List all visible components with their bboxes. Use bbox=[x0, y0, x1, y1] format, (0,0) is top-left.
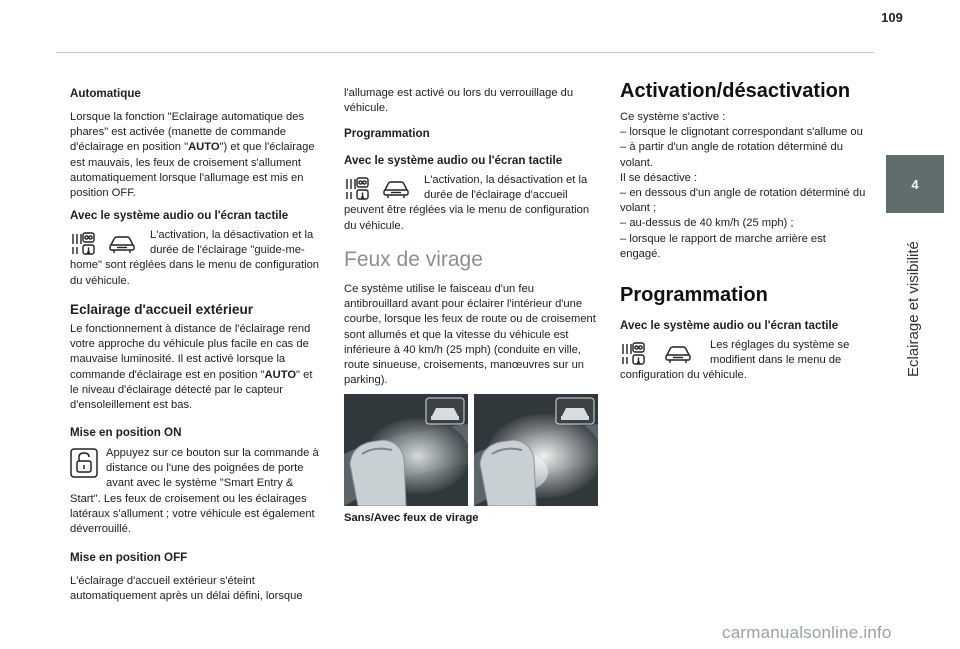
icon-group-2 bbox=[344, 175, 416, 201]
paragraph-automatique-start: Lorsque la fonction "Eclairage automatique des phares" est activée (manette de commande d'éclairage en position " bbox=[70, 111, 305, 154]
heading-activation: Activation/désactivation bbox=[620, 80, 851, 102]
accueil-settings-block bbox=[344, 173, 596, 234]
paragraph-accueil-start: Le fonctionnement à distance de l'éclairage rend votre approche du véhicule plus facile en cas de mauvaise luminosité. Il est activé lorsque la commande d'éclairage est en position " bbox=[70, 323, 311, 381]
heading-automatique: Automatique bbox=[70, 87, 141, 100]
auto-keyword: AUTO bbox=[188, 141, 220, 154]
heading-audio-touchscreen: Avec le système audio ou l'écran tactile bbox=[70, 209, 289, 222]
heading-audio-touchscreen-2: Avec le système audio ou l'écran tactile bbox=[344, 154, 563, 167]
paragraph-audio-3: Les réglages du système se modifient dans le menu de configuration du véhicule. bbox=[620, 339, 850, 382]
paragraph-audio-2: L'activation, la désactivation et la durée de l'éclairage d'accueil peuvent être réglées via le menu de configuration du véhicule. bbox=[344, 174, 590, 232]
paragraph-automatique-end: ") et que l'éclairage est mauvais, les feux de croisement s'allument automatiquement lorsque l'allumage est mis en position OFF. bbox=[70, 141, 315, 200]
settings-panel-icon bbox=[344, 175, 370, 201]
cornering-light-image-off bbox=[344, 394, 468, 506]
watermark: carmanualsonline.info bbox=[722, 623, 892, 642]
heading-audio-touchscreen-3: Avec le système audio ou l'écran tactile bbox=[620, 319, 839, 332]
heading-mise-on: Mise en position ON bbox=[70, 426, 182, 439]
car-icon bbox=[108, 230, 136, 256]
reglages-block bbox=[620, 338, 868, 384]
paragraph-continuation: l'allumage est activé ou lors du verrouillage du véhicule. bbox=[344, 87, 574, 115]
paragraph-automatique bbox=[70, 110, 324, 201]
heading-feux-virage: Feux de virage bbox=[344, 248, 483, 271]
paragraph-accueil bbox=[70, 322, 324, 413]
auto-keyword-2: AUTO bbox=[264, 368, 297, 381]
icon-group-3 bbox=[620, 340, 698, 366]
mise-on-block bbox=[70, 446, 324, 537]
image-caption: Sans/Avec feux de virage bbox=[344, 512, 479, 524]
paragraph-feux-virage: Ce système utilise le faisceau d'un feu antibrouillard avant pour éclairer l'intérieur d'une courbe, lorsque les feux de route ou de croisement sont allumés et que la vitesse du véhicule est inférieure à 40 km/h (25 mph) (conduite en ville, route sinueuse, croisements, manœuvres sur un parking). bbox=[344, 283, 596, 387]
cornering-light-image-on bbox=[474, 394, 598, 506]
settings-panel-icon bbox=[70, 230, 96, 256]
paragraph-mise-on: Appuyez sur ce bouton sur la commande à distance ou l'une des poignées de porte avant avec le système "Smart Entry & Start". Les feux de croisement ou les éclairages latéraux s'allument ; votre véhicule est également déverrouillé. bbox=[70, 447, 319, 536]
chapter-label-text: Eclairage et visibilité bbox=[905, 241, 922, 377]
heading-programmation-2: Programmation bbox=[620, 284, 768, 306]
heading-eclairage-accueil: Eclairage d'accueil extérieur bbox=[70, 302, 254, 317]
paragraph-activation: Ce système s'active : – lorsque le clignotant correspondant s'allume ou – à partir d'un angle de rotation déterminé du volant. Il se désactive : – en dessous d'un angle de rotation déterminé du volant ; – au-dessus de 40 km/h (25 mph) ; – lorsque le rapport de marche arrière est engagé. bbox=[620, 111, 866, 260]
paragraph-audio: L'activation, la désactivation et la durée de l'éclairage "guide-me-home" sont réglées dans le menu de configuration du véhicule. bbox=[70, 229, 320, 287]
unlock-icon bbox=[70, 448, 98, 478]
paragraph-accueil-end: " et le niveau d'éclairage détecté par le capteur d'ensoleillement est bas. bbox=[70, 368, 313, 412]
header-rule bbox=[56, 52, 874, 53]
car-icon bbox=[664, 340, 692, 366]
settings-panel-icon bbox=[620, 340, 646, 366]
guide-me-home-block bbox=[70, 228, 324, 289]
paragraph-mise-off: L'éclairage d'accueil extérieur s'éteint automatiquement après un délai défini, lorsque bbox=[70, 575, 303, 603]
chapter-tab[interactable]: 4 bbox=[886, 155, 944, 213]
chapter-label bbox=[905, 222, 935, 382]
heading-mise-off: Mise en position OFF bbox=[70, 551, 188, 564]
heading-programmation: Programmation bbox=[344, 127, 430, 140]
car-icon bbox=[382, 175, 410, 201]
icon-group bbox=[70, 230, 142, 256]
page-number: 109 bbox=[881, 10, 903, 25]
